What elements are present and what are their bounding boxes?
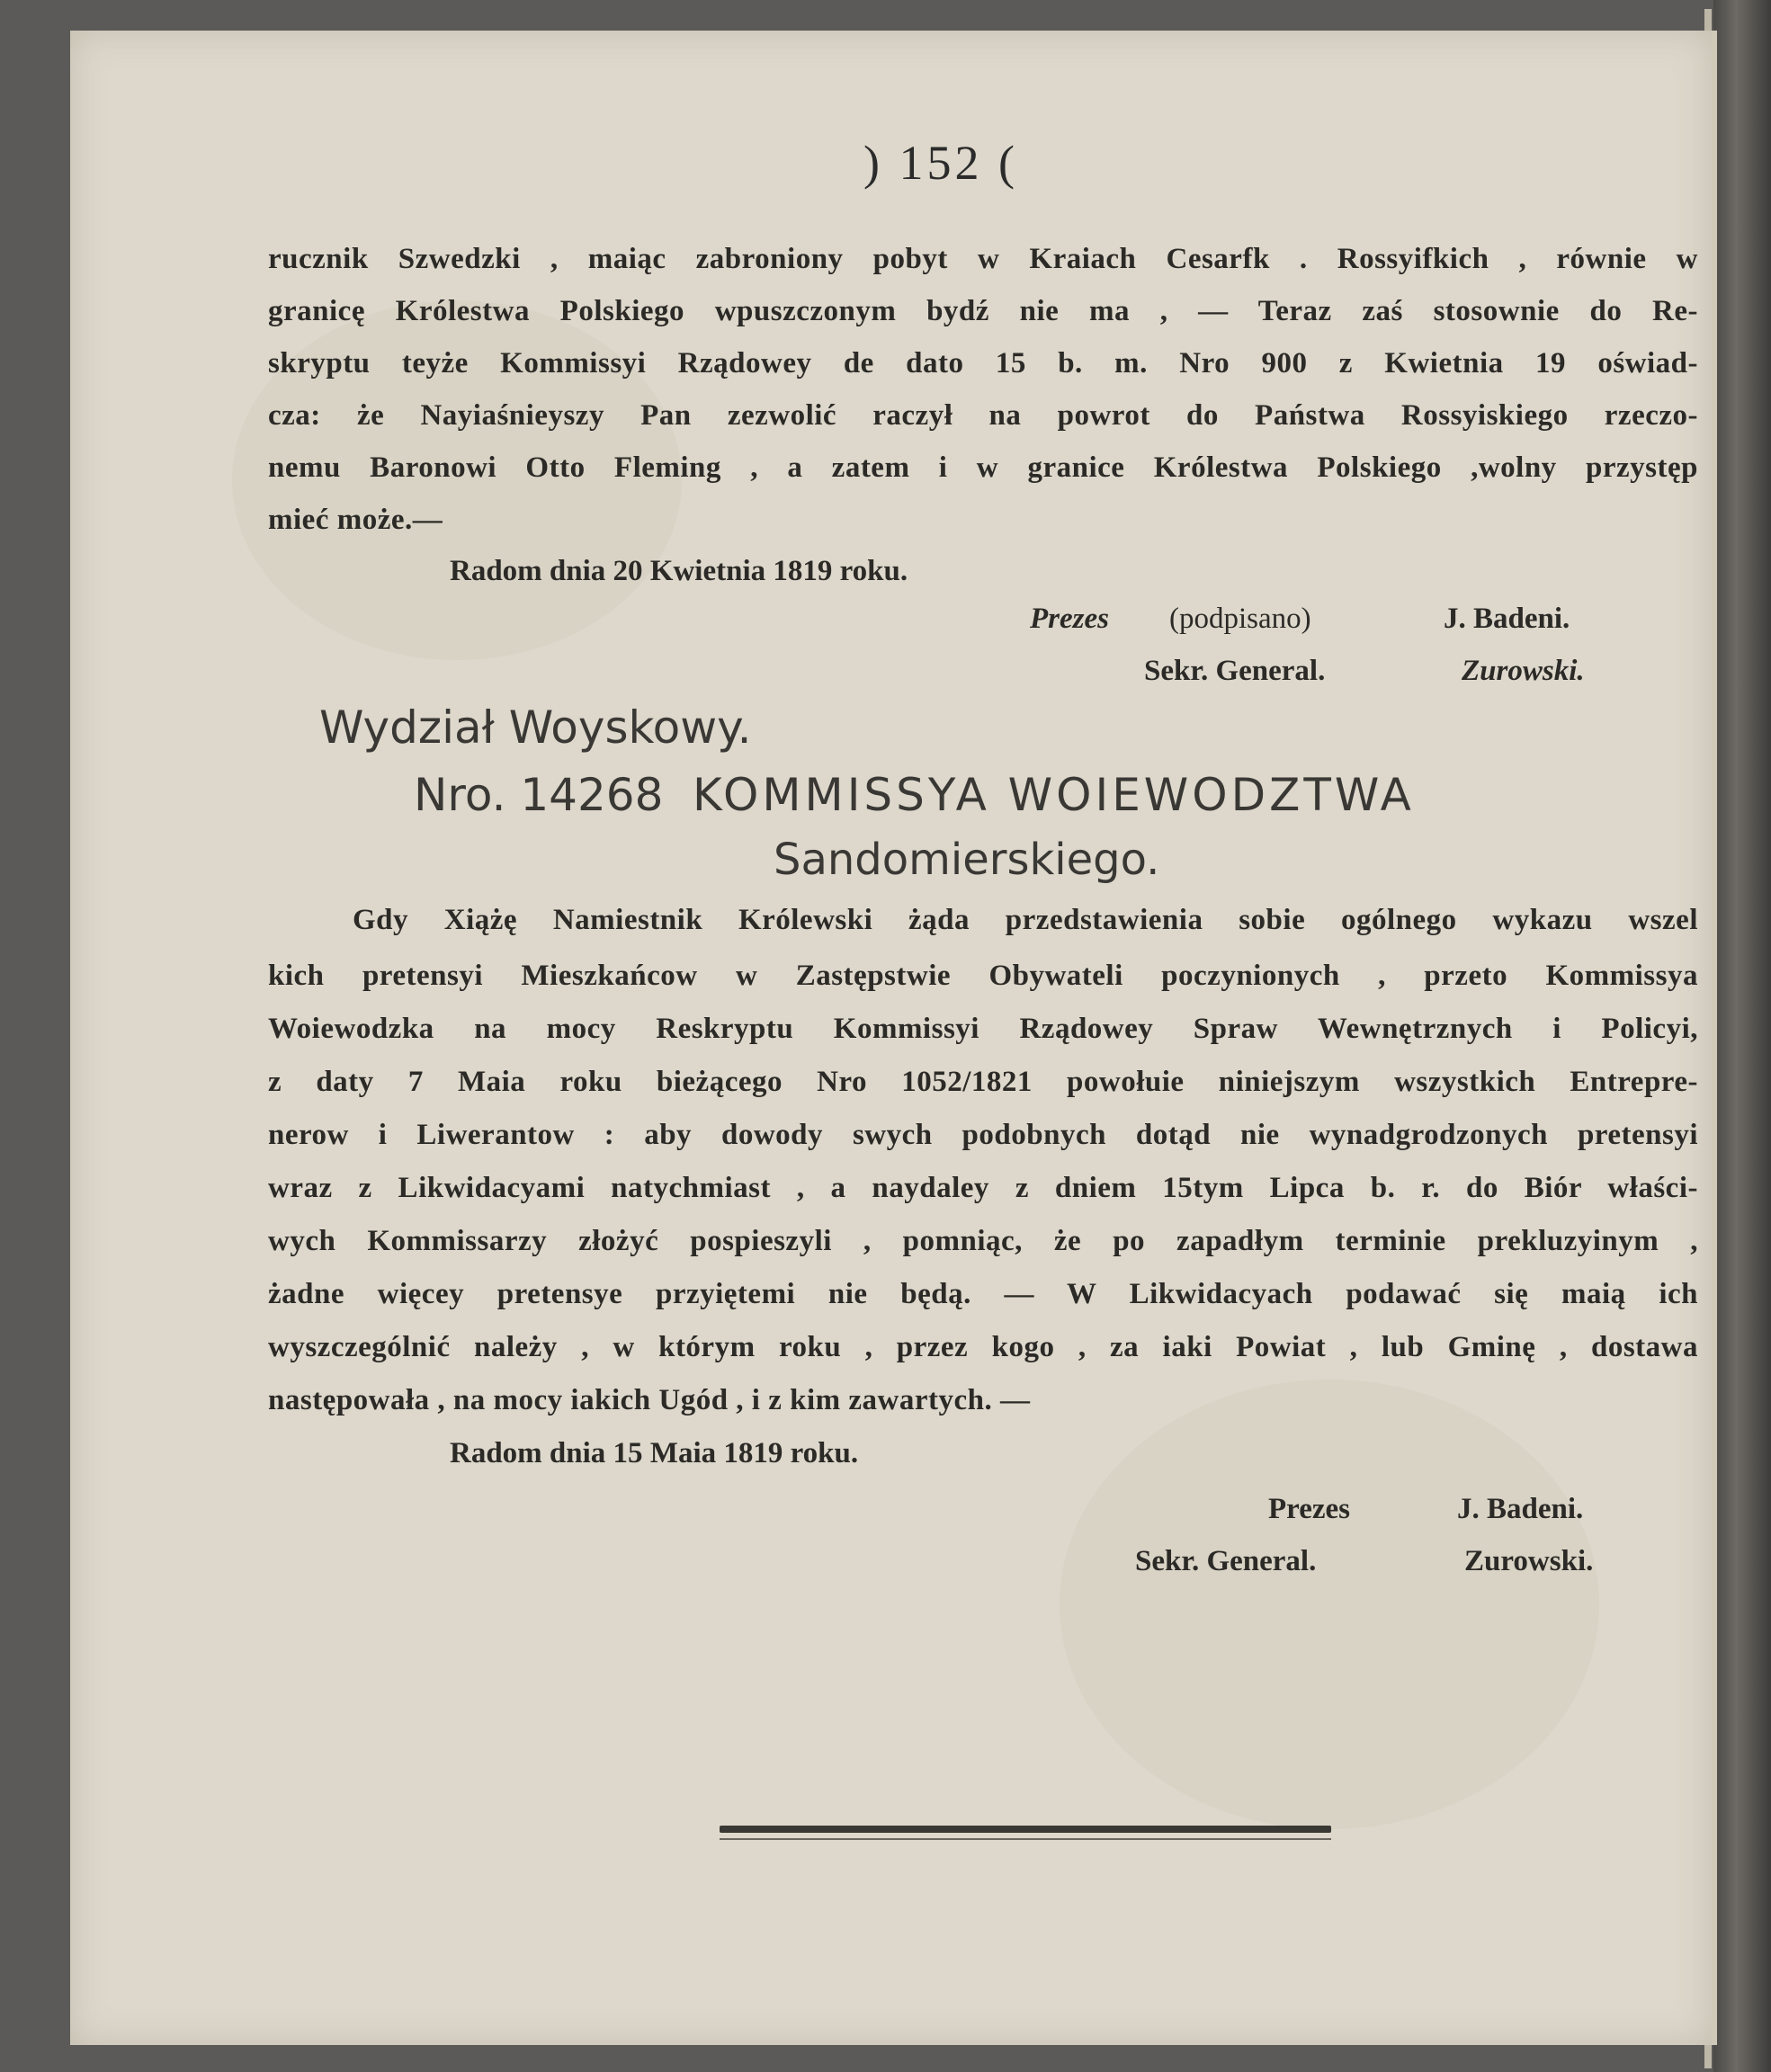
text-line: Woiewodzka na mocy Reskryptu Kommissyi Rządowey Spraw Wewnętrznych i Policyi, <box>268 1013 1698 1045</box>
text-line: żadne więcey pretensye przyiętemi nie będą. — W Likwidacyach podawać się maią ich <box>268 1278 1698 1310</box>
signature-name: J. Badeni. <box>1444 603 1570 635</box>
signature-name: Zurowski. <box>1464 1545 1594 1577</box>
text-line: nemu Baronowi Otto Fleming , a zatem i w granice Królestwa Polskiego ,wolny przystęp <box>268 451 1698 484</box>
text-line: wyszczególnić należy , w którym roku , przez kogo , za iaki Powiat , lub Gminę , dostawa <box>268 1331 1698 1363</box>
signature-name: Zurowski. <box>1462 655 1585 687</box>
signature-note: (podpisano) <box>1169 603 1311 635</box>
date-line: Radom dnia 15 Maia 1819 roku. <box>450 1437 859 1469</box>
book-spine <box>1713 0 1771 2072</box>
document-number: Nro. 14268 <box>414 769 664 821</box>
signature-role: Sekr. General. <box>1144 655 1326 687</box>
text-line: wych Kommissarzy złożyć pospieszyli , pomniąc, że po zapadłym terminie prekluzyinym , <box>268 1225 1698 1257</box>
signature-role: Sekr. General. <box>1135 1545 1317 1577</box>
separator-rule-thin <box>720 1838 1331 1840</box>
section-heading: Wydział Woyskowy. <box>319 701 752 754</box>
text-line: skryptu teyże Kommissyi Rządowey de dato 15 b. m. Nro 900 z Kwietnia 19 oświad- <box>268 347 1698 380</box>
text-line: wraz z Likwidacyami natychmiast , a naydaley z dniem 15tym Lipca b. r. do Biór właści- <box>268 1172 1698 1204</box>
text-line: rucznik Szwedzki , maiąc zabroniony pobyt w Kraiach Cesarfk . Rossyifkich , równie w <box>268 243 1698 275</box>
signature-name: J. Badeni. <box>1457 1493 1584 1525</box>
text-line: kich pretensyi Mieszkańcow w Zastępstwie Obywateli poczynionych , przeto Kommissya <box>268 960 1698 992</box>
date-line: Radom dnia 20 Kwietnia 1819 roku. <box>450 555 908 587</box>
paper-stain <box>1060 1380 1599 1829</box>
signature-role: Prezes <box>1268 1493 1350 1525</box>
document-subtitle: Sandomierskiego. <box>774 835 1160 885</box>
text-line: granicę Królestwa Polskiego wpuszczonym bydź nie ma , — Teraz zaś stosownie do Re- <box>268 295 1698 327</box>
document-title: KOMMISSYA WOIEWODZTWA <box>693 769 1415 821</box>
text-line: nerow i Liwerantow : aby dowody swych podobnych dotąd nie wynadgrodzonych pretensyi <box>268 1119 1698 1151</box>
text-line: następowała , na mocy iakich Ugód , i z kim zawartych. — <box>268 1384 1031 1416</box>
page-number: ) 152 ( <box>863 136 1018 190</box>
text-line: cza: że Nayiaśnieyszy Pan zezwolić raczył na powrot do Państwa Rossyiskiego rzeczo- <box>268 399 1698 432</box>
signature-role: Prezes <box>1030 603 1109 635</box>
separator-rule <box>720 1826 1331 1833</box>
text-line: mieć może.— <box>268 504 443 536</box>
text-line: z daty 7 Maia roku bieżącego Nro 1052/1821 powołuie niniejszym wszystkich Entrepre- <box>268 1066 1698 1098</box>
text-line: Gdy Xiążę Namiestnik Królewski żąda przedstawienia sobie ogólnego wykazu wszel <box>353 904 1698 936</box>
